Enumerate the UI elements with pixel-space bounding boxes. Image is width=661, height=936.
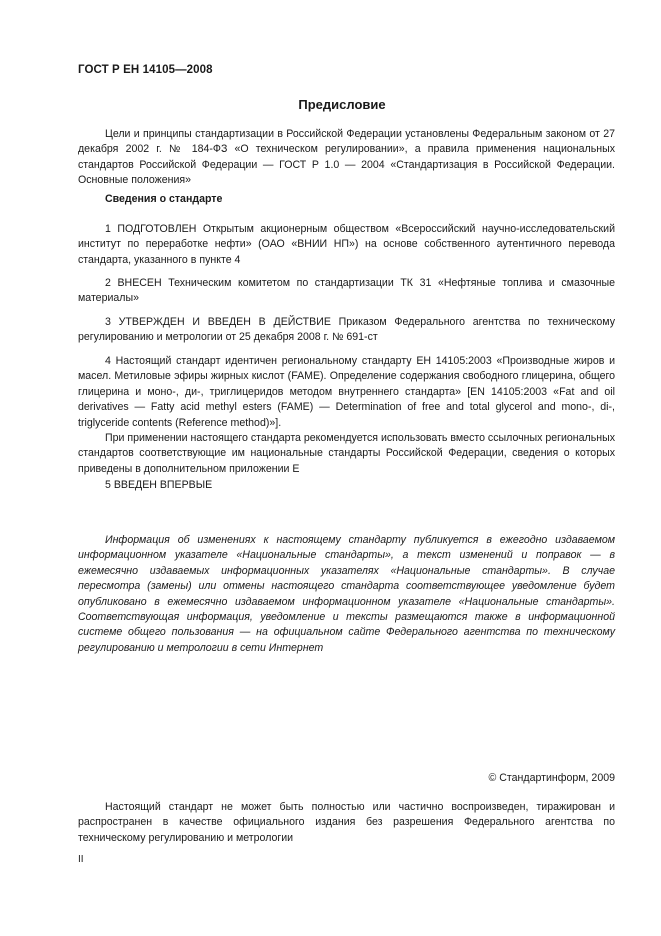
info-notice-block (78, 533, 615, 656)
item-3-block (78, 315, 615, 346)
item-5-paragraph: 5 ВВЕДЕН ВПЕРВЫЕ (105, 479, 213, 491)
item-2-block (78, 276, 615, 307)
page-number: II (78, 854, 84, 865)
document-code-header: ГОСТ Р ЕН 14105—2008 (78, 64, 213, 76)
copyright-line: © Стандартинформ, 2009 (488, 772, 615, 784)
info-notice-paragraph: Информация об изменениях к настоящему стандарту публикуется в ежегодно издаваемом информационном указателе «Национальные стандарты», а текст изменений и поправок — в ежемесячно издаваемых информационных указателях «Национальные стандарты». В случае пересмотра (замены) или отмены настоящего стандарта соответствующее уведомление будет опубликовано в ежемесячно издаваемом информационном указателе «Национальные стандарты». Соответствующая информация, уведомление и тексты размещаются также в информационной системе общего пользования — на официальном сайте Федерального агентства по техническому регулированию и метрологии в сети Интернет (78, 534, 615, 654)
intro-paragraph-block (78, 127, 615, 189)
item-1-block (78, 222, 615, 268)
item-2-paragraph: 2 ВНЕСЕН Техническим комитетом по стандартизации ТК 31 «Нефтяные топлива и смазочные материалы» (78, 277, 615, 305)
item-1-paragraph: 1 ПОДГОТОВЛЕН Открытым акционерным обществом «Всероссийский научно-исследовательский институт по переработке нефти» (ОАО «ВНИИ НП») на основе собственного аутентичного перевода стандарта, указанного в пункте 4 (78, 223, 615, 266)
item-4-note-paragraph: При применении настоящего стандарта рекомендуется использовать вместо ссылочных региональных стандартов соответствующие им национальные стандарты Российской Федерации, сведения о которых приведены в дополнительном приложении Е (78, 432, 615, 475)
item-4-block (78, 354, 615, 477)
item-5-block (78, 478, 615, 493)
item-4-paragraph: 4 Настоящий стандарт идентичен региональному стандарту ЕН 14105:2003 «Производные жиров и масел. Метиловые эфиры жирных кислот (FAME). Определение содержания свободного глицерина, общего глицерина и моно-, ди-, триглицеридов методом внутреннего стандарта» [EN 14105:2003 «Fat and oil derivatives — Fatty acid methyl esters (FAME) — Determination of free and total glycerol and mono-, di-, triglyceride contents (Reference method)»]. (78, 355, 615, 429)
page-title: Предисловие (298, 97, 386, 112)
section-heading: Сведения о стандарте (105, 193, 223, 205)
item-3-paragraph: 3 УТВЕРЖДЕН И ВВЕДЕН В ДЕЙСТВИЕ Приказом Федерального агентства по техническому регулированию и метрологии от 25 декабря 2008 г. № 691-ст (78, 316, 615, 344)
reproduction-notice-block (78, 800, 615, 846)
reproduction-notice-paragraph: Настоящий стандарт не может быть полностью или частично воспроизведен, тиражирован и распространен в качестве официального издания без разрешения Федерального агентства по техническому регулированию и метрологии (78, 801, 615, 844)
intro-paragraph: Цели и принципы стандартизации в Российской Федерации установлены Федеральным законом от 27 декабря 2002 г. № 184-ФЗ «О техническом регулировании», а правила применения национальных стандартов Российской Федерации — ГОСТ Р 1.0 — 2004 «Стандартизация в Российской Федерации. Основные положения» (78, 128, 615, 187)
